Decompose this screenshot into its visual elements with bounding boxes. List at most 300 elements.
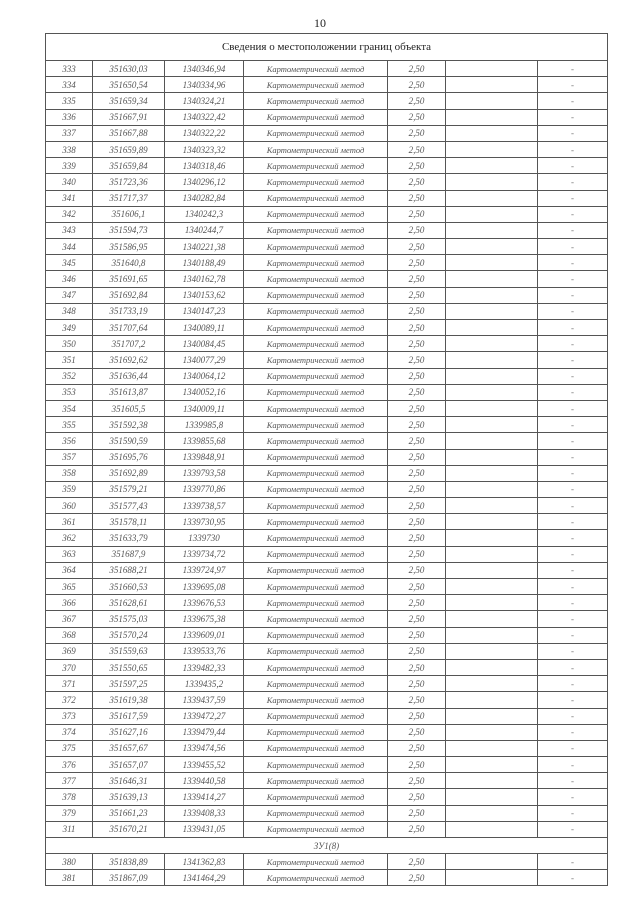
point-number-cell: 378: [46, 789, 93, 805]
x-coordinate-cell: 351723,36: [93, 174, 165, 190]
y-coordinate-cell: 1339435,2: [165, 676, 244, 692]
empty-cell: [446, 125, 538, 141]
x-coordinate-cell: 351586,95: [93, 239, 165, 255]
x-coordinate-cell: 351570,24: [93, 627, 165, 643]
y-coordinate-cell: 1339533,76: [165, 643, 244, 659]
accuracy-cell: 2,50: [388, 222, 446, 238]
x-coordinate-cell: 351590,59: [93, 433, 165, 449]
table-row: [46, 805, 608, 821]
empty-cell: [446, 870, 538, 886]
empty-cell: [446, 757, 538, 773]
table-row: [46, 158, 608, 174]
point-number-cell: 311: [46, 821, 93, 837]
method-cell: Картометрический метод: [244, 805, 388, 821]
x-coordinate-cell: 351733,19: [93, 303, 165, 319]
note-cell: -: [538, 433, 608, 449]
note-cell: -: [538, 498, 608, 514]
x-coordinate-cell: 351717,37: [93, 190, 165, 206]
y-coordinate-cell: 1340242,3: [165, 206, 244, 222]
y-coordinate-cell: 1340147,23: [165, 303, 244, 319]
accuracy-cell: 2,50: [388, 757, 446, 773]
note-cell: -: [538, 821, 608, 837]
note-cell: -: [538, 870, 608, 886]
empty-cell: [446, 724, 538, 740]
y-coordinate-cell: 1339675,38: [165, 611, 244, 627]
accuracy-cell: 2,50: [388, 676, 446, 692]
y-coordinate-cell: 1339482,33: [165, 659, 244, 675]
y-coordinate-cell: 1339676,53: [165, 595, 244, 611]
boundary-table: [45, 33, 608, 886]
x-coordinate-cell: 351692,84: [93, 287, 165, 303]
section-label: ЗУ1(8): [46, 838, 608, 854]
note-cell: -: [538, 384, 608, 400]
method-cell: Картометрический метод: [244, 773, 388, 789]
point-number-cell: 347: [46, 287, 93, 303]
y-coordinate-cell: 1340334,96: [165, 77, 244, 93]
x-coordinate-cell: 351630,03: [93, 61, 165, 77]
accuracy-cell: 2,50: [388, 546, 446, 562]
method-cell: Картометрический метод: [244, 514, 388, 530]
point-number-cell: 360: [46, 498, 93, 514]
empty-cell: [446, 93, 538, 109]
x-coordinate-cell: 351619,38: [93, 692, 165, 708]
method-cell: Картометрический метод: [244, 271, 388, 287]
y-coordinate-cell: 1340052,16: [165, 384, 244, 400]
table-row: [46, 271, 608, 287]
empty-cell: [446, 546, 538, 562]
table-row: [46, 400, 608, 416]
method-cell: Картометрический метод: [244, 870, 388, 886]
method-cell: Картометрический метод: [244, 595, 388, 611]
empty-cell: [446, 595, 538, 611]
method-cell: Картометрический метод: [244, 546, 388, 562]
y-coordinate-cell: 1339734,72: [165, 546, 244, 562]
y-coordinate-cell: 1339985,8: [165, 417, 244, 433]
point-number-cell: 353: [46, 384, 93, 400]
note-cell: -: [538, 562, 608, 578]
point-number-cell: 374: [46, 724, 93, 740]
table-row: [46, 336, 608, 352]
table-row: [46, 514, 608, 530]
y-coordinate-cell: 1341464,29: [165, 870, 244, 886]
method-cell: Картометрический метод: [244, 303, 388, 319]
table-row: [46, 854, 608, 870]
accuracy-cell: 2,50: [388, 514, 446, 530]
note-cell: -: [538, 530, 608, 546]
accuracy-cell: 2,50: [388, 433, 446, 449]
method-cell: Картометрический метод: [244, 643, 388, 659]
accuracy-cell: 2,50: [388, 271, 446, 287]
point-number-cell: 376: [46, 757, 93, 773]
accuracy-cell: 2,50: [388, 368, 446, 384]
method-cell: Картометрический метод: [244, 141, 388, 157]
method-cell: Картометрический метод: [244, 287, 388, 303]
table-row: [46, 222, 608, 238]
accuracy-cell: 2,50: [388, 158, 446, 174]
note-cell: -: [538, 109, 608, 125]
table-row: [46, 384, 608, 400]
note-cell: -: [538, 93, 608, 109]
empty-cell: [446, 287, 538, 303]
method-cell: Картометрический метод: [244, 61, 388, 77]
note-cell: -: [538, 400, 608, 416]
method-cell: Картометрический метод: [244, 481, 388, 497]
x-coordinate-cell: 351577,43: [93, 498, 165, 514]
x-coordinate-cell: 351628,61: [93, 595, 165, 611]
table-row: [46, 449, 608, 465]
point-number-cell: 346: [46, 271, 93, 287]
method-cell: Картометрический метод: [244, 611, 388, 627]
method-cell: Картометрический метод: [244, 498, 388, 514]
table-row: [46, 773, 608, 789]
point-number-cell: 357: [46, 449, 93, 465]
point-number-cell: 377: [46, 773, 93, 789]
accuracy-cell: 2,50: [388, 530, 446, 546]
method-cell: Картометрический метод: [244, 740, 388, 756]
y-coordinate-cell: 1340221,38: [165, 239, 244, 255]
accuracy-cell: 2,50: [388, 320, 446, 336]
point-number-cell: 375: [46, 740, 93, 756]
accuracy-cell: 2,50: [388, 77, 446, 93]
method-cell: Картометрический метод: [244, 562, 388, 578]
point-number-cell: 338: [46, 141, 93, 157]
method-cell: Картометрический метод: [244, 222, 388, 238]
note-cell: -: [538, 659, 608, 675]
accuracy-cell: 2,50: [388, 481, 446, 497]
empty-cell: [446, 773, 538, 789]
y-coordinate-cell: 1340322,42: [165, 109, 244, 125]
note-cell: -: [538, 174, 608, 190]
method-cell: Картометрический метод: [244, 109, 388, 125]
empty-cell: [446, 271, 538, 287]
accuracy-cell: 2,50: [388, 627, 446, 643]
note-cell: -: [538, 627, 608, 643]
table-row: [46, 190, 608, 206]
empty-cell: [446, 530, 538, 546]
x-coordinate-cell: 351597,25: [93, 676, 165, 692]
x-coordinate-cell: 351559,63: [93, 643, 165, 659]
note-cell: -: [538, 595, 608, 611]
x-coordinate-cell: 351692,62: [93, 352, 165, 368]
point-number-cell: 373: [46, 708, 93, 724]
accuracy-cell: 2,50: [388, 336, 446, 352]
table-row: [46, 465, 608, 481]
method-cell: Картометрический метод: [244, 400, 388, 416]
point-number-cell: 355: [46, 417, 93, 433]
x-coordinate-cell: 351659,84: [93, 158, 165, 174]
point-number-cell: 340: [46, 174, 93, 190]
point-number-cell: 381: [46, 870, 93, 886]
empty-cell: [446, 158, 538, 174]
point-number-cell: 363: [46, 546, 93, 562]
table-row: [46, 546, 608, 562]
accuracy-cell: 2,50: [388, 579, 446, 595]
method-cell: Картометрический метод: [244, 384, 388, 400]
note-cell: -: [538, 643, 608, 659]
accuracy-cell: 2,50: [388, 659, 446, 675]
table-row: [46, 676, 608, 692]
method-cell: Картометрический метод: [244, 692, 388, 708]
table-row: [46, 368, 608, 384]
accuracy-cell: 2,50: [388, 449, 446, 465]
note-cell: -: [538, 757, 608, 773]
note-cell: -: [538, 77, 608, 93]
note-cell: -: [538, 708, 608, 724]
x-coordinate-cell: 351639,13: [93, 789, 165, 805]
empty-cell: [446, 77, 538, 93]
point-number-cell: 351: [46, 352, 93, 368]
point-number-cell: 372: [46, 692, 93, 708]
table-row: [46, 498, 608, 514]
y-coordinate-cell: 1340153,62: [165, 287, 244, 303]
x-coordinate-cell: 351633,79: [93, 530, 165, 546]
point-number-cell: 368: [46, 627, 93, 643]
table-row: [46, 595, 608, 611]
table-row: [46, 643, 608, 659]
accuracy-cell: 2,50: [388, 174, 446, 190]
x-coordinate-cell: 351687,9: [93, 546, 165, 562]
point-number-cell: 345: [46, 255, 93, 271]
note-cell: -: [538, 336, 608, 352]
note-cell: -: [538, 222, 608, 238]
empty-cell: [446, 417, 538, 433]
point-number-cell: 342: [46, 206, 93, 222]
note-cell: -: [538, 255, 608, 271]
x-coordinate-cell: 351659,89: [93, 141, 165, 157]
point-number-cell: 336: [46, 109, 93, 125]
point-number-cell: 366: [46, 595, 93, 611]
note-cell: -: [538, 206, 608, 222]
x-coordinate-cell: 351606,1: [93, 206, 165, 222]
empty-cell: [446, 400, 538, 416]
empty-cell: [446, 320, 538, 336]
x-coordinate-cell: 351617,59: [93, 708, 165, 724]
empty-cell: [446, 368, 538, 384]
table-row: [46, 789, 608, 805]
accuracy-cell: 2,50: [388, 562, 446, 578]
empty-cell: [446, 239, 538, 255]
table-row: [46, 870, 608, 886]
accuracy-cell: 2,50: [388, 93, 446, 109]
note-cell: -: [538, 546, 608, 562]
empty-cell: [446, 692, 538, 708]
accuracy-cell: 2,50: [388, 141, 446, 157]
accuracy-cell: 2,50: [388, 611, 446, 627]
point-number-cell: 367: [46, 611, 93, 627]
empty-cell: [446, 433, 538, 449]
y-coordinate-cell: 1339440,58: [165, 773, 244, 789]
note-cell: -: [538, 854, 608, 870]
accuracy-cell: 2,50: [388, 239, 446, 255]
note-cell: -: [538, 676, 608, 692]
accuracy-cell: 2,50: [388, 417, 446, 433]
y-coordinate-cell: 1340323,32: [165, 141, 244, 157]
y-coordinate-cell: 1339730: [165, 530, 244, 546]
note-cell: -: [538, 239, 608, 255]
point-number-cell: 371: [46, 676, 93, 692]
table-row: [46, 724, 608, 740]
method-cell: Картометрический метод: [244, 724, 388, 740]
note-cell: -: [538, 789, 608, 805]
method-cell: Картометрический метод: [244, 676, 388, 692]
empty-cell: [446, 659, 538, 675]
table-row: [46, 141, 608, 157]
method-cell: Картометрический метод: [244, 530, 388, 546]
method-cell: Картометрический метод: [244, 336, 388, 352]
method-cell: Картометрический метод: [244, 708, 388, 724]
note-cell: -: [538, 141, 608, 157]
table-row: [46, 659, 608, 675]
accuracy-cell: 2,50: [388, 805, 446, 821]
y-coordinate-cell: 1339738,57: [165, 498, 244, 514]
y-coordinate-cell: 1339793,58: [165, 465, 244, 481]
empty-cell: [446, 514, 538, 530]
note-cell: -: [538, 481, 608, 497]
x-coordinate-cell: 351661,23: [93, 805, 165, 821]
method-cell: Картометрический метод: [244, 821, 388, 837]
empty-cell: [446, 579, 538, 595]
note-cell: -: [538, 417, 608, 433]
note-cell: -: [538, 271, 608, 287]
table-row: [46, 287, 608, 303]
table-row: [46, 627, 608, 643]
accuracy-cell: 2,50: [388, 724, 446, 740]
note-cell: -: [538, 125, 608, 141]
x-coordinate-cell: 351657,67: [93, 740, 165, 756]
note-cell: -: [538, 805, 608, 821]
point-number-cell: 379: [46, 805, 93, 821]
y-coordinate-cell: 1340009,11: [165, 400, 244, 416]
point-number-cell: 352: [46, 368, 93, 384]
x-coordinate-cell: 351667,88: [93, 125, 165, 141]
empty-cell: [446, 206, 538, 222]
table-row: [46, 320, 608, 336]
accuracy-cell: 2,50: [388, 190, 446, 206]
table-row: [46, 61, 608, 77]
method-cell: Картометрический метод: [244, 320, 388, 336]
y-coordinate-cell: 1339609,01: [165, 627, 244, 643]
accuracy-cell: 2,50: [388, 643, 446, 659]
table-title: Сведения о местоположении границ объекта: [46, 34, 608, 61]
method-cell: Картометрический метод: [244, 757, 388, 773]
point-number-cell: 354: [46, 400, 93, 416]
table-row: [46, 611, 608, 627]
method-cell: Картометрический метод: [244, 158, 388, 174]
x-coordinate-cell: 351867,09: [93, 870, 165, 886]
empty-cell: [446, 562, 538, 578]
note-cell: -: [538, 352, 608, 368]
table-row: [46, 174, 608, 190]
y-coordinate-cell: 1340064,12: [165, 368, 244, 384]
point-number-cell: 370: [46, 659, 93, 675]
page-number: 10: [314, 16, 326, 30]
point-number-cell: 362: [46, 530, 93, 546]
empty-cell: [446, 821, 538, 837]
empty-cell: [446, 109, 538, 125]
empty-cell: [446, 643, 538, 659]
accuracy-cell: 2,50: [388, 400, 446, 416]
method-cell: Картометрический метод: [244, 854, 388, 870]
accuracy-cell: 2,50: [388, 789, 446, 805]
table-row: [46, 562, 608, 578]
note-cell: -: [538, 465, 608, 481]
note-cell: -: [538, 61, 608, 77]
y-coordinate-cell: 1340084,45: [165, 336, 244, 352]
point-number-cell: 358: [46, 465, 93, 481]
empty-cell: [446, 141, 538, 157]
empty-cell: [446, 481, 538, 497]
accuracy-cell: 2,50: [388, 61, 446, 77]
y-coordinate-cell: 1339455,52: [165, 757, 244, 773]
x-coordinate-cell: 351613,87: [93, 384, 165, 400]
y-coordinate-cell: 1341362,83: [165, 854, 244, 870]
empty-cell: [446, 498, 538, 514]
x-coordinate-cell: 351838,89: [93, 854, 165, 870]
empty-cell: [446, 255, 538, 271]
x-coordinate-cell: 351579,21: [93, 481, 165, 497]
note-cell: -: [538, 740, 608, 756]
y-coordinate-cell: 1340188,49: [165, 255, 244, 271]
y-coordinate-cell: 1340077,29: [165, 352, 244, 368]
y-coordinate-cell: 1339414,27: [165, 789, 244, 805]
y-coordinate-cell: 1339730,95: [165, 514, 244, 530]
x-coordinate-cell: 351594,73: [93, 222, 165, 238]
accuracy-cell: 2,50: [388, 125, 446, 141]
table-row: [46, 255, 608, 271]
accuracy-cell: 2,50: [388, 821, 446, 837]
x-coordinate-cell: 351692,89: [93, 465, 165, 481]
method-cell: Картометрический метод: [244, 627, 388, 643]
table-row: [46, 303, 608, 319]
y-coordinate-cell: 1340244,7: [165, 222, 244, 238]
note-cell: -: [538, 724, 608, 740]
point-number-cell: 344: [46, 239, 93, 255]
method-cell: Картометрический метод: [244, 579, 388, 595]
y-coordinate-cell: 1339724,97: [165, 562, 244, 578]
empty-cell: [446, 352, 538, 368]
y-coordinate-cell: 1339479,44: [165, 724, 244, 740]
method-cell: Картометрический метод: [244, 255, 388, 271]
x-coordinate-cell: 351627,16: [93, 724, 165, 740]
table-row: [46, 125, 608, 141]
point-number-cell: 341: [46, 190, 93, 206]
table-row: [46, 692, 608, 708]
y-coordinate-cell: 1339474,56: [165, 740, 244, 756]
empty-cell: [446, 805, 538, 821]
method-cell: Картометрический метод: [244, 352, 388, 368]
x-coordinate-cell: 351670,21: [93, 821, 165, 837]
empty-cell: [446, 384, 538, 400]
y-coordinate-cell: 1339770,86: [165, 481, 244, 497]
y-coordinate-cell: 1340322,22: [165, 125, 244, 141]
x-coordinate-cell: 351636,44: [93, 368, 165, 384]
point-number-cell: 380: [46, 854, 93, 870]
method-cell: Картометрический метод: [244, 206, 388, 222]
x-coordinate-cell: 351550,65: [93, 659, 165, 675]
point-number-cell: 369: [46, 643, 93, 659]
method-cell: Картометрический метод: [244, 417, 388, 433]
table-row: [46, 579, 608, 595]
y-coordinate-cell: 1340296,12: [165, 174, 244, 190]
y-coordinate-cell: 1339855,68: [165, 433, 244, 449]
table-row: [46, 708, 608, 724]
empty-cell: [446, 449, 538, 465]
table-row: [46, 740, 608, 756]
accuracy-cell: 2,50: [388, 854, 446, 870]
x-coordinate-cell: 351657,07: [93, 757, 165, 773]
table-row: [46, 757, 608, 773]
table-row: [46, 77, 608, 93]
